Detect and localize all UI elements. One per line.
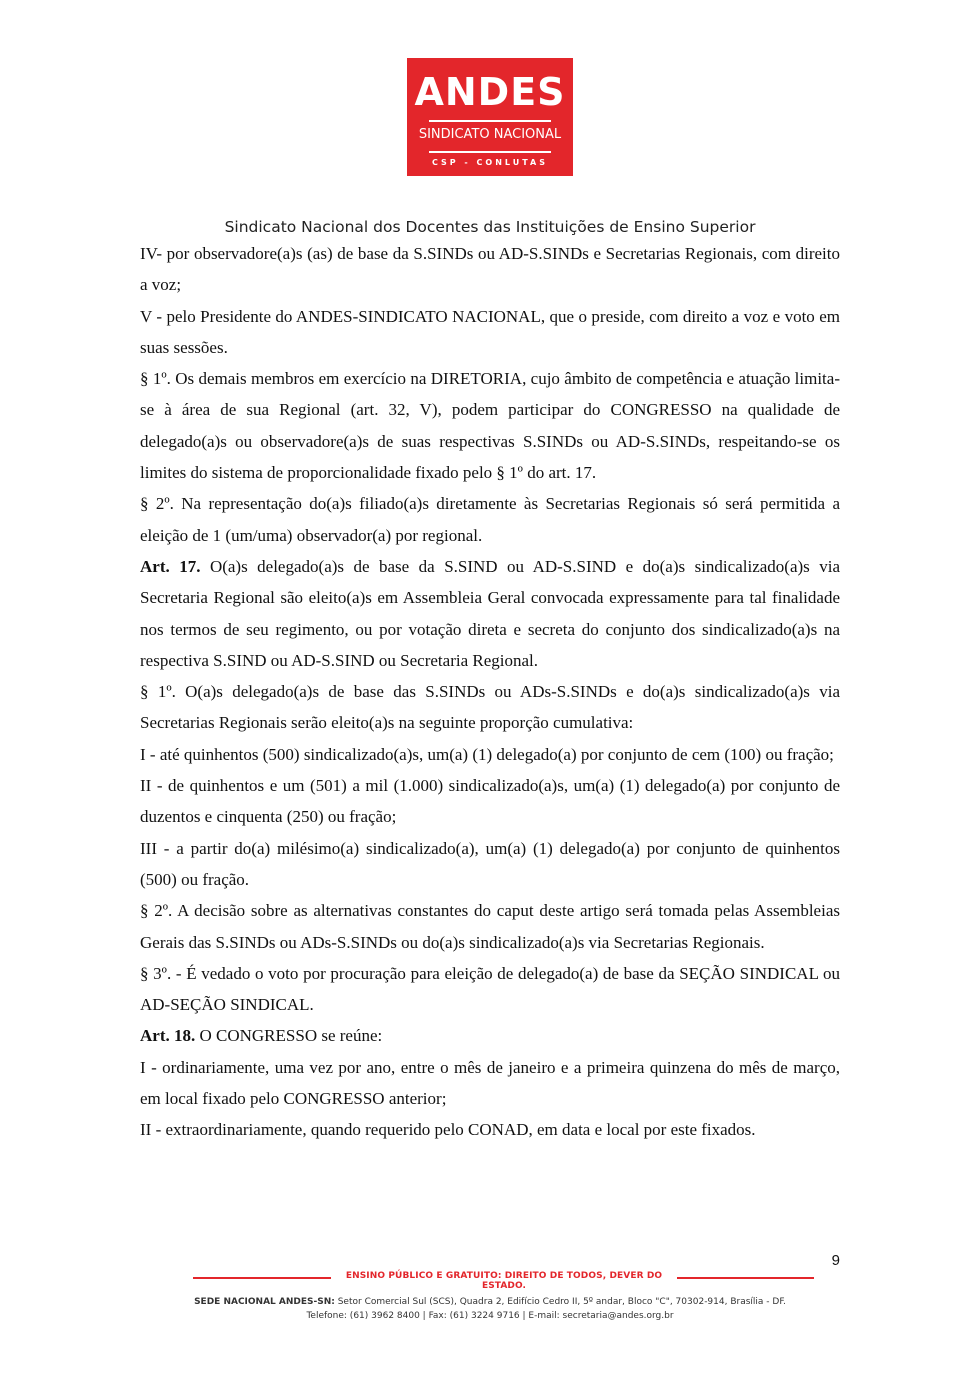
article-text: O CONGRESSO se reúne:: [195, 1026, 383, 1046]
paragraph: § 3º. - É vedado o voto por procuração para eleição de delegado(a) de base da SEÇÃO SINDICAL ou AD-SEÇÃO SINDICAL.: [140, 963, 840, 1015]
article-17: [140, 551, 840, 676]
paragraph: § 2º. Na representação do(a)s filiado(a)s diretamente às Secretarias Regionais só será permitida a eleição de 1 (um/uma) observador(a) por regional.: [140, 494, 840, 545]
document-body: [140, 238, 840, 1146]
paragraph: II - extraordinariamente, quando requerido pelo CONAD, em data e local por este fixados.: [140, 1120, 756, 1140]
paragraph: § 1º. Os demais membros em exercício na DIRETORIA, cujo âmbito de competência e atuação limita-se à área de sua Regional (art. 32, V), podem participar do CONGRESSO na qualidade de delegado(a)s ou observadore(a)s de suas respectivas S.SINDs ou AD-S.SINDs, respeitando-se os limites do sistema de proporcionalidade fixado pelo § 1º do art. 17.: [140, 369, 840, 483]
institution-name: Sindicato Nacional dos Docentes das Instituições de Ensino Superior: [224, 218, 756, 236]
article-18: [140, 1020, 840, 1051]
contact-line: Telefone: (61) 3962 8400 | Fax: (61) 3224 9716 | E-mail: secretaria@andes.org.br: [306, 1311, 674, 1321]
footer-rule-left: [193, 1277, 331, 1279]
footer-rule-right: [677, 1277, 814, 1279]
paragraph: § 2º. A decisão sobre as alternativas constantes do caput deste artigo será tomada pelas Assembleias Gerais das S.SINDs ou ADs-S.SINDs ou do(a)s sindicalizado(a)s via Secretarias Regionais.: [140, 901, 840, 952]
logo-name: ANDES: [414, 70, 566, 114]
paragraph: IV- por observadore(a)s (as) de base da S.SINDs ou AD-S.SINDs e Secretarias Regionais, com direito a voz;: [140, 244, 840, 295]
paragraph: § 1º. O(a)s delegado(a)s de base das S.SINDs ou ADs-S.SINDs e do(a)s sindicalizado(a)s via Secretarias Regionais serão eleito(a)s na seguinte proporção cumulativa:: [140, 682, 840, 733]
address-line: [0, 1295, 980, 1309]
paragraph: II - de quinhentos e um (501) a mil (1.000) sindicalizado(a)s, um(a) (1) delegado(a) por conjunto de duzentos e cinquenta (250) ou fração;: [140, 776, 840, 827]
logo-tagline: CSP - CONLUTAS: [432, 158, 548, 167]
paragraph: I - ordinariamente, uma vez por ano, entre o mês de janeiro e a primeira quinzena do mês de março, em local fixado pelo CONGRESSO anterior;: [140, 1057, 840, 1109]
logo-rule-bottom: [429, 151, 551, 153]
article-label: Art. 17.: [140, 556, 201, 576]
page-number: 9: [831, 1252, 840, 1269]
paragraph: V - pelo Presidente do ANDES-SINDICATO NACIONAL, que o preside, com direito a voz e voto em suas sessões.: [140, 306, 840, 357]
footer-slogan: ENSINO PÚBLICO E GRATUITO: DIREITO DE TODOS, DEVER DO ESTADO.: [345, 1271, 663, 1291]
address-label: SEDE NACIONAL ANDES-SN:: [194, 1297, 335, 1307]
address-text: Setor Comercial Sul (SCS), Quadra 2, Edifício Cedro II, 5º andar, Bloco "C", 70302-914, Brasília - DF.: [334, 1297, 786, 1307]
paragraph: III - a partir do(a) milésimo(a) sindicalizado(a), um(a) (1) delegado(a) por conjunto de quinhentos (500) ou fração.: [140, 838, 840, 889]
logo-subtitle: SINDICATO NACIONAL: [418, 127, 562, 142]
article-text: O(a)s delegado(a)s de base da S.SIND ou AD-S.SIND e do(a)s sindicalizado(a)s via Secretaria Regional são eleito(a)s em Assembleia Geral convocada expressamente para tal finalidade nos termos de seu regimento, ou por votação direta e secreta do conjunto dos sindicalizado(a)s na respectiva S.SIND ou AD-S.SIND ou Secretaria Regional.: [140, 556, 841, 670]
logo-rule-top: [429, 120, 551, 122]
footer-address: [0, 1295, 980, 1323]
andes-logo: [407, 58, 573, 176]
article-label: Art. 18.: [140, 1026, 196, 1046]
paragraph: I - até quinhentos (500) sindicalizado(a)s, um(a) (1) delegado(a) por conjunto de cem (100) ou fração;: [140, 744, 834, 764]
